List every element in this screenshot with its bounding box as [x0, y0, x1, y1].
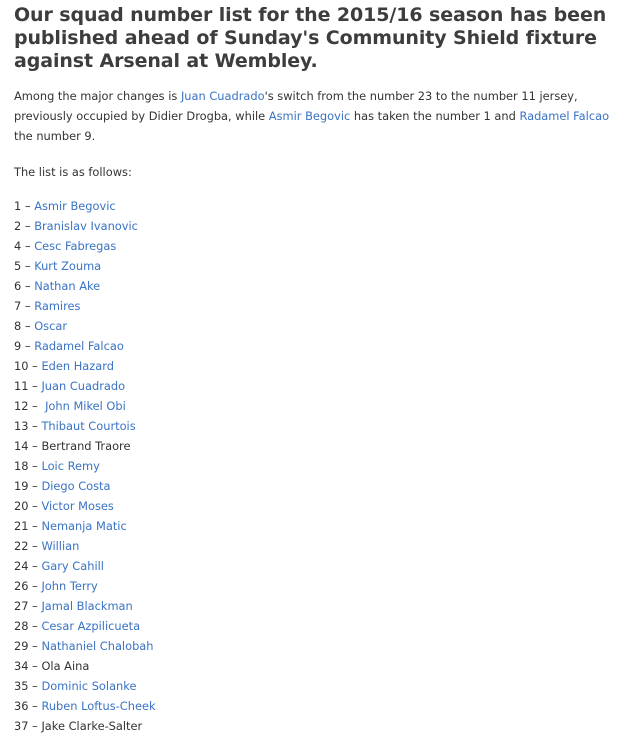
player-name: Ola Aina [41, 659, 90, 673]
squad-list-item [14, 656, 626, 676]
player-link[interactable]: Nemanja Matic [41, 519, 127, 533]
squad-separator: – [28, 499, 42, 513]
squad-separator: – [28, 359, 42, 373]
squad-list-item [14, 636, 626, 656]
player-link[interactable]: Oscar [34, 319, 68, 333]
squad-separator: – [21, 219, 35, 233]
squad-separator: – [21, 239, 35, 253]
squad-number: 7 [14, 299, 22, 313]
player-link[interactable]: Diego Costa [41, 479, 111, 493]
squad-list-item [14, 496, 626, 516]
squad-list-item [14, 276, 626, 296]
squad-list-item [14, 396, 626, 416]
squad-list [14, 196, 626, 736]
player-link[interactable]: Ruben Loftus-Cheek [41, 699, 156, 713]
player-name: Bertrand Traore [41, 439, 131, 453]
squad-list-item [14, 356, 626, 376]
squad-number: 27 [14, 599, 29, 613]
squad-list-item [14, 256, 626, 276]
player-link[interactable]: Jamal Blackman [41, 599, 133, 613]
player-name: Jake Clarke-Salter [41, 719, 143, 733]
squad-list-item [14, 316, 626, 336]
radamel-falcao-link[interactable]: Radamel Falcao [519, 109, 610, 123]
squad-separator: – [21, 199, 35, 213]
squad-number: 26 [14, 579, 29, 593]
squad-separator: – [28, 639, 42, 653]
squad-number: 11 [14, 379, 29, 393]
squad-number: 36 [14, 699, 29, 713]
squad-list-item [14, 296, 626, 316]
player-link[interactable]: Cesc Fabregas [34, 239, 117, 253]
squad-number: 5 [14, 259, 22, 273]
squad-list-item [14, 336, 626, 356]
squad-separator: – [21, 279, 35, 293]
squad-list-item [14, 556, 626, 576]
squad-list-item [14, 676, 626, 696]
squad-separator: – [28, 519, 42, 533]
squad-list-item [14, 196, 626, 216]
player-link[interactable]: John Mikel Obi [45, 399, 126, 413]
squad-number: 10 [14, 359, 29, 373]
squad-number: 1 [14, 199, 22, 213]
squad-separator: – [28, 699, 42, 713]
squad-separator: – [28, 539, 42, 553]
article [14, 0, 626, 736]
player-link[interactable]: Branislav Ivanovic [34, 219, 138, 233]
squad-list-item [14, 236, 626, 256]
squad-list-item [14, 216, 626, 236]
juan-cuadrado-link[interactable]: Juan Cuadrado [180, 89, 265, 103]
squad-separator: – [28, 379, 42, 393]
squad-separator: – [28, 399, 46, 413]
squad-list-item [14, 436, 626, 456]
squad-number: 6 [14, 279, 22, 293]
squad-number: 12 [14, 399, 29, 413]
player-link[interactable]: Eden Hazard [41, 359, 114, 373]
squad-separator: – [28, 679, 42, 693]
player-link[interactable]: Willian [41, 539, 80, 553]
player-link[interactable]: Loic Remy [41, 459, 100, 473]
squad-number: 18 [14, 459, 29, 473]
player-link[interactable]: Juan Cuadrado [41, 379, 126, 393]
squad-number: 35 [14, 679, 29, 693]
squad-separator: – [28, 559, 42, 573]
squad-separator: – [28, 419, 42, 433]
squad-separator: – [28, 659, 42, 673]
squad-number: 4 [14, 239, 22, 253]
player-link[interactable]: Ramires [34, 299, 81, 313]
squad-separator: – [21, 299, 35, 313]
squad-separator: – [28, 459, 42, 473]
squad-list-item [14, 416, 626, 436]
squad-separator: – [28, 439, 42, 453]
squad-number: 28 [14, 619, 29, 633]
article-intro [14, 86, 626, 146]
asmir-begovic-link[interactable]: Asmir Begovic [268, 109, 351, 123]
squad-list-item [14, 716, 626, 736]
intro-text-4: the number 9. [14, 129, 96, 143]
squad-number: 34 [14, 659, 29, 673]
squad-list-item [14, 576, 626, 596]
squad-number: 19 [14, 479, 29, 493]
squad-number: 14 [14, 439, 29, 453]
squad-list-item [14, 476, 626, 496]
squad-separator: – [28, 579, 42, 593]
squad-list-item [14, 596, 626, 616]
squad-number: 8 [14, 319, 22, 333]
squad-separator: – [21, 339, 35, 353]
squad-separator: – [28, 619, 42, 633]
player-link[interactable]: John Terry [41, 579, 98, 593]
article-headline: Our squad number list for the 2015/16 season has been published ahead of Sunday's Community Shield fixture against Arsenal at Wembley. [14, 4, 607, 72]
player-link[interactable]: Victor Moses [41, 499, 114, 513]
player-link[interactable]: Kurt Zouma [34, 259, 102, 273]
squad-list-item [14, 456, 626, 476]
player-link[interactable]: Gary Cahill [41, 559, 104, 573]
squad-number: 37 [14, 719, 29, 733]
squad-list-item [14, 516, 626, 536]
squad-list-item [14, 536, 626, 556]
intro-text-1: Among the major changes is [14, 89, 181, 103]
squad-number: 29 [14, 639, 29, 653]
squad-number: 20 [14, 499, 29, 513]
player-link[interactable]: Nathaniel Chalobah [41, 639, 154, 653]
squad-number: 2 [14, 219, 22, 233]
squad-separator: – [21, 319, 35, 333]
player-link[interactable]: Cesar Azpilicueta [41, 619, 141, 633]
squad-number: 13 [14, 419, 29, 433]
intro-text-3: has taken the number 1 and [350, 109, 520, 123]
squad-list-item [14, 616, 626, 636]
squad-number: 22 [14, 539, 29, 553]
squad-separator: – [28, 479, 42, 493]
player-link[interactable]: Thibaut Courtois [41, 419, 136, 433]
player-link[interactable]: Asmir Begovic [34, 199, 116, 213]
squad-separator: – [28, 599, 42, 613]
intro-text-2: 's switch from the number 23 to the number 11 jersey, previously occupied by Didier Drogba, while [14, 89, 578, 123]
squad-separator: – [21, 259, 35, 273]
squad-separator: – [28, 719, 42, 733]
squad-number: 24 [14, 559, 29, 573]
player-link[interactable]: Nathan Ake [34, 279, 101, 293]
player-link[interactable]: Radamel Falcao [34, 339, 124, 353]
squad-list-item [14, 696, 626, 716]
squad-number: 21 [14, 519, 29, 533]
squad-list-item [14, 376, 626, 396]
list-intro: The list is as follows: [14, 165, 132, 179]
player-link[interactable]: Dominic Solanke [41, 679, 137, 693]
squad-number: 9 [14, 339, 22, 353]
